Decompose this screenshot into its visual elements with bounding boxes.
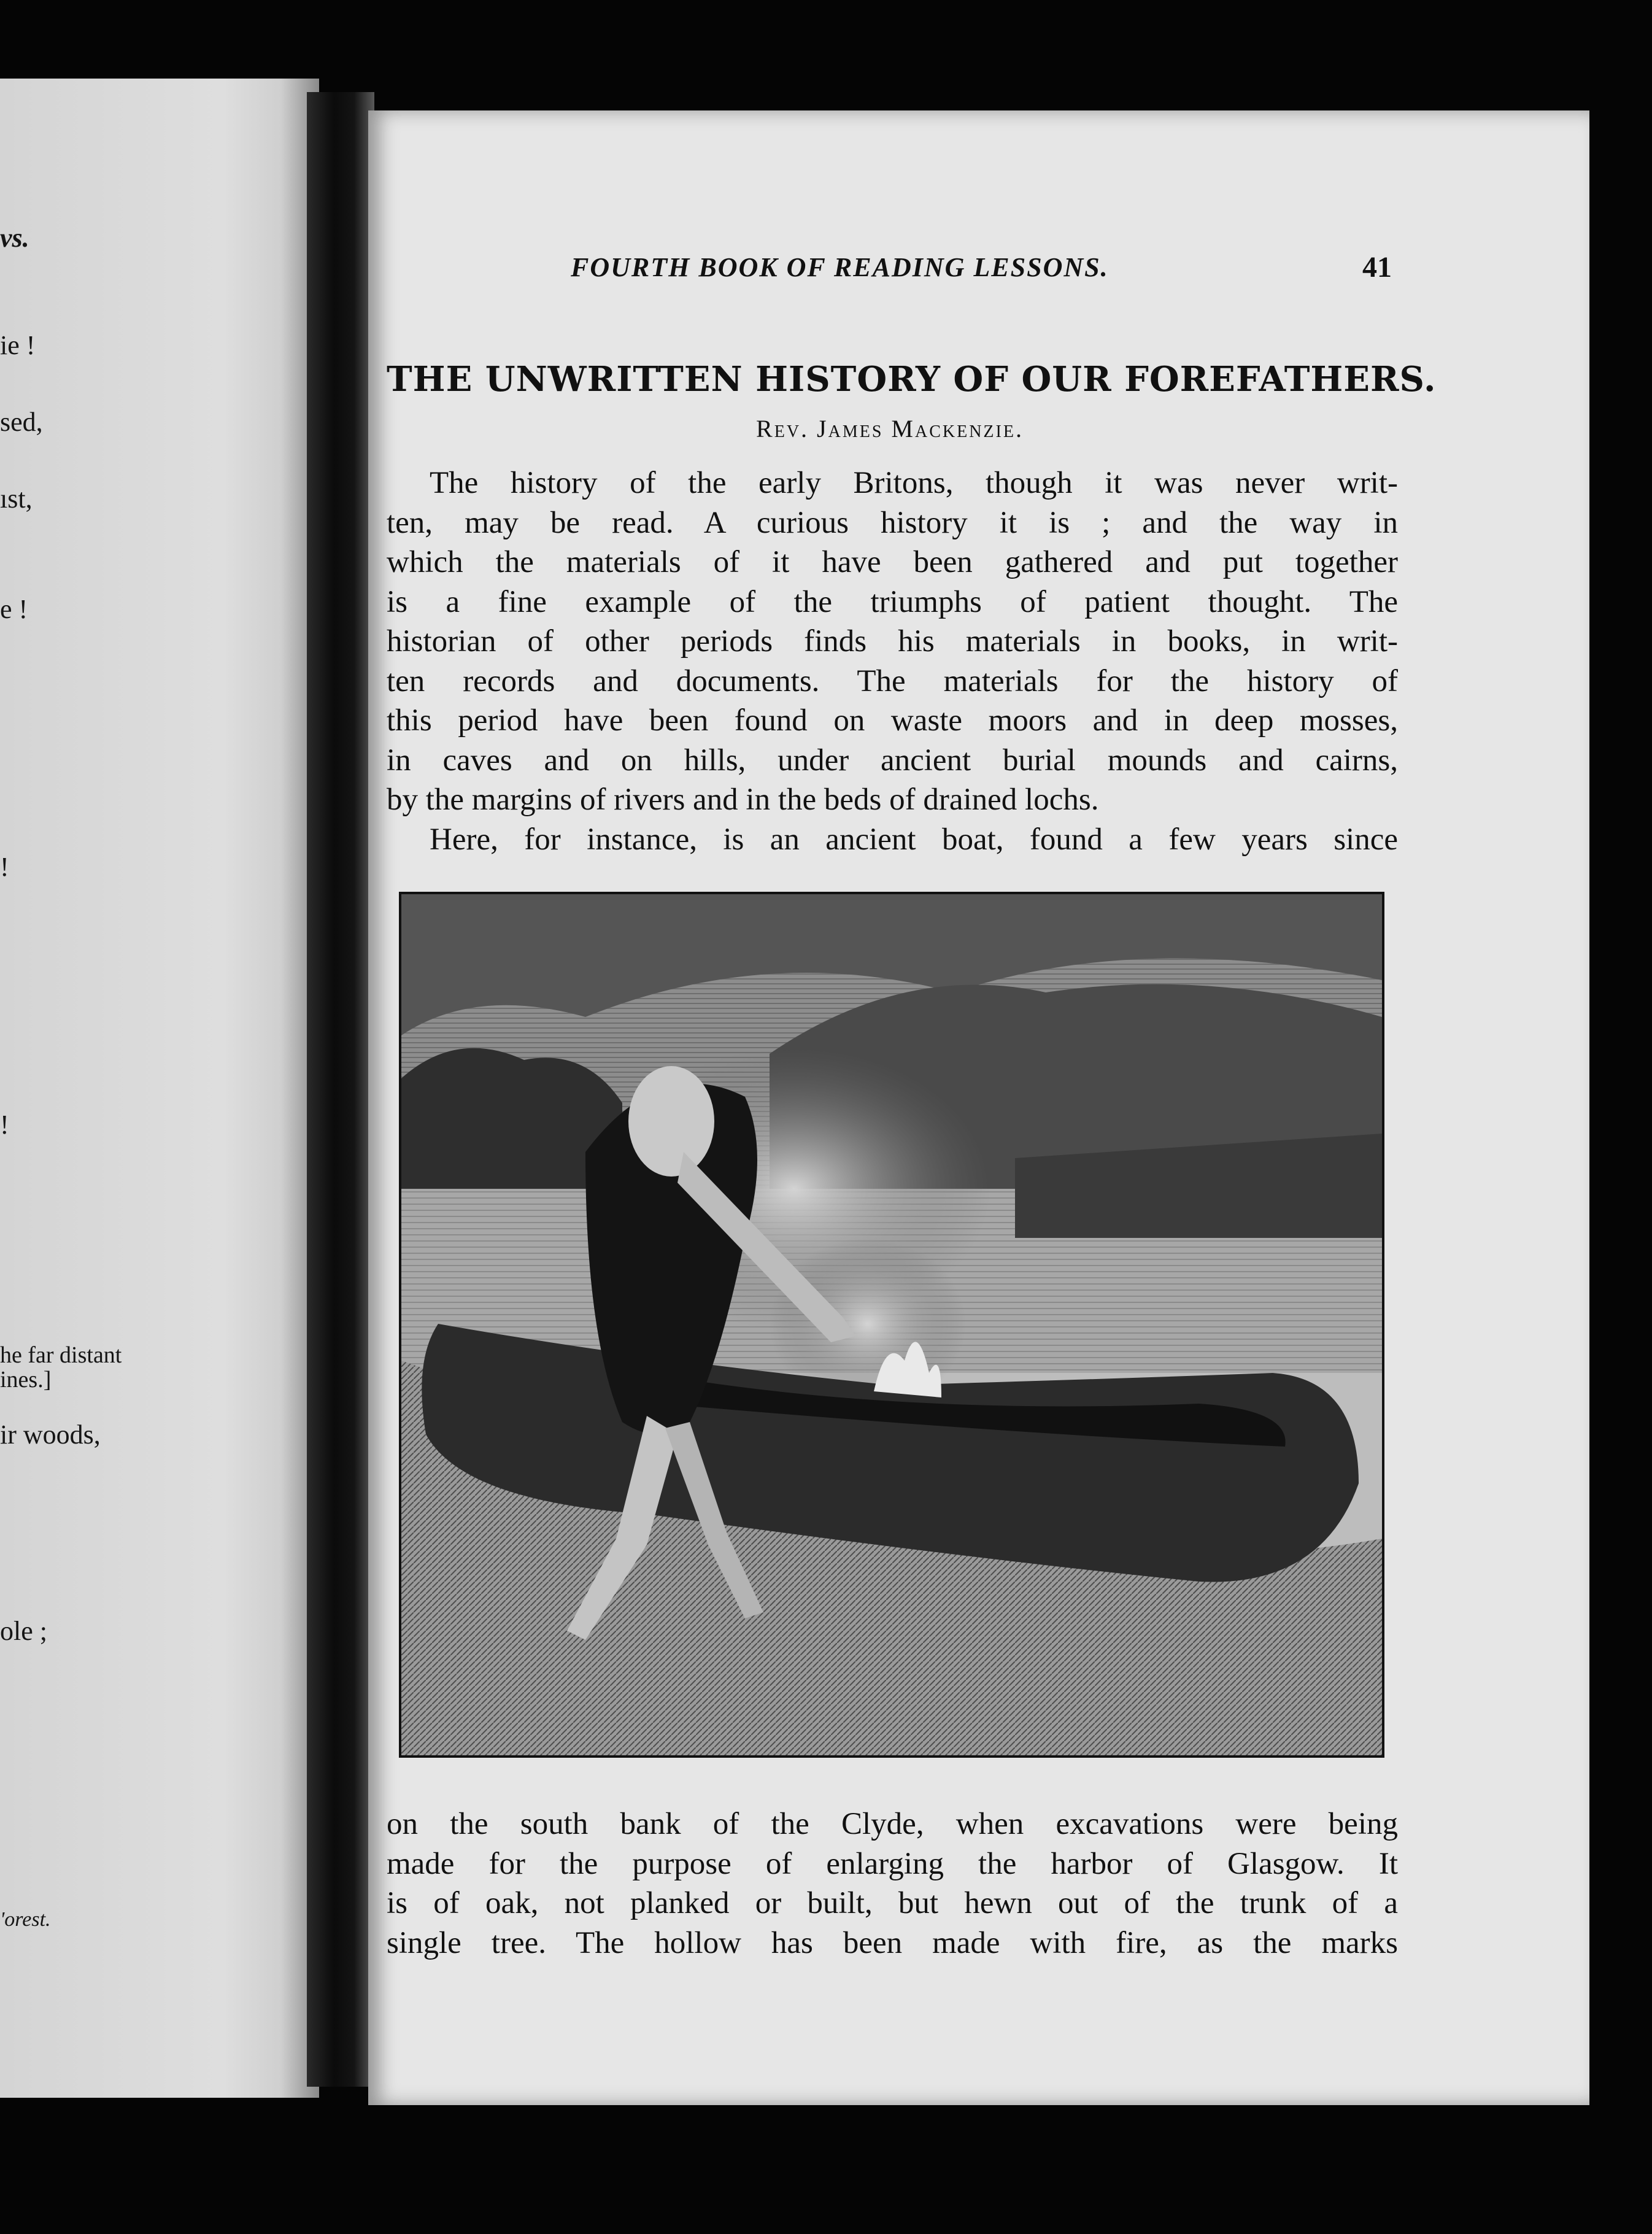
- text-line: in caves and on hills, under ancient burial mounds and cairns,: [387, 743, 1398, 778]
- left-fragment: vs.: [0, 223, 29, 253]
- running-head: FOURTH BOOK OF READING LESSONS.: [571, 252, 1109, 282]
- boat-maker-engraving: [401, 894, 1382, 1755]
- text-line: ten records and documents. The materials for the history of: [387, 663, 1398, 698]
- text-line: made for the purpose of enlarging the harbor of Glasgow. It: [387, 1846, 1398, 1881]
- text-line: which the materials of it have been gathered and put together: [387, 545, 1398, 579]
- paragraph-3: [387, 1804, 1398, 1963]
- left-fragment: 'orest.: [0, 1908, 51, 1931]
- text-line: by the margins of rivers and in the beds of drained lochs.: [387, 783, 1099, 817]
- text-line: is a fine example of the triumphs of patient thought. The: [387, 584, 1398, 619]
- left-fragment: ıst,: [0, 484, 33, 514]
- paragraph-2: [387, 820, 1398, 860]
- engraving-illustration: [399, 892, 1384, 1758]
- previous-page: [0, 79, 319, 2098]
- article-title: THE UNWRITTEN HISTORY OF OUR FOREFATHERS.: [387, 359, 1437, 400]
- article-author: Rev. James Mackenzie.: [756, 415, 1024, 443]
- text-line: is of oak, not planked or built, but hewn out of the trunk of a: [387, 1886, 1398, 1920]
- left-fragment: !: [0, 1110, 9, 1140]
- left-fragment: !: [0, 852, 9, 882]
- left-fragment: ines.]: [0, 1367, 52, 1393]
- page-number: 41: [1362, 251, 1392, 284]
- paragraph-1: [387, 463, 1398, 820]
- text-line: Here, for instance, is an ancient boat, found a few years since: [430, 822, 1398, 857]
- text-line: single tree. The hollow has been made with fire, as the marks: [387, 1925, 1398, 1960]
- left-fragment: ir woods,: [0, 1420, 101, 1450]
- text-line: this period have been found on waste moors and in deep mosses,: [387, 703, 1398, 738]
- left-fragment: ole ;: [0, 1616, 47, 1646]
- book-spine-gutter: [307, 92, 374, 2087]
- current-page: [368, 110, 1589, 2105]
- text-line: historian of other periods finds his materials in books, in writ-: [387, 624, 1398, 659]
- text-line: ten, may be read. A curious history it is ; and the way in: [387, 505, 1398, 540]
- left-fragment: sed,: [0, 407, 43, 437]
- left-fragment: he far distant: [0, 1342, 122, 1368]
- text-line: The history of the early Britons, though it was never writ-: [430, 466, 1398, 500]
- left-fragment: ie !: [0, 330, 36, 360]
- text-line: on the south bank of the Clyde, when excavations were being: [387, 1807, 1398, 1841]
- left-fragment: e !: [0, 594, 28, 624]
